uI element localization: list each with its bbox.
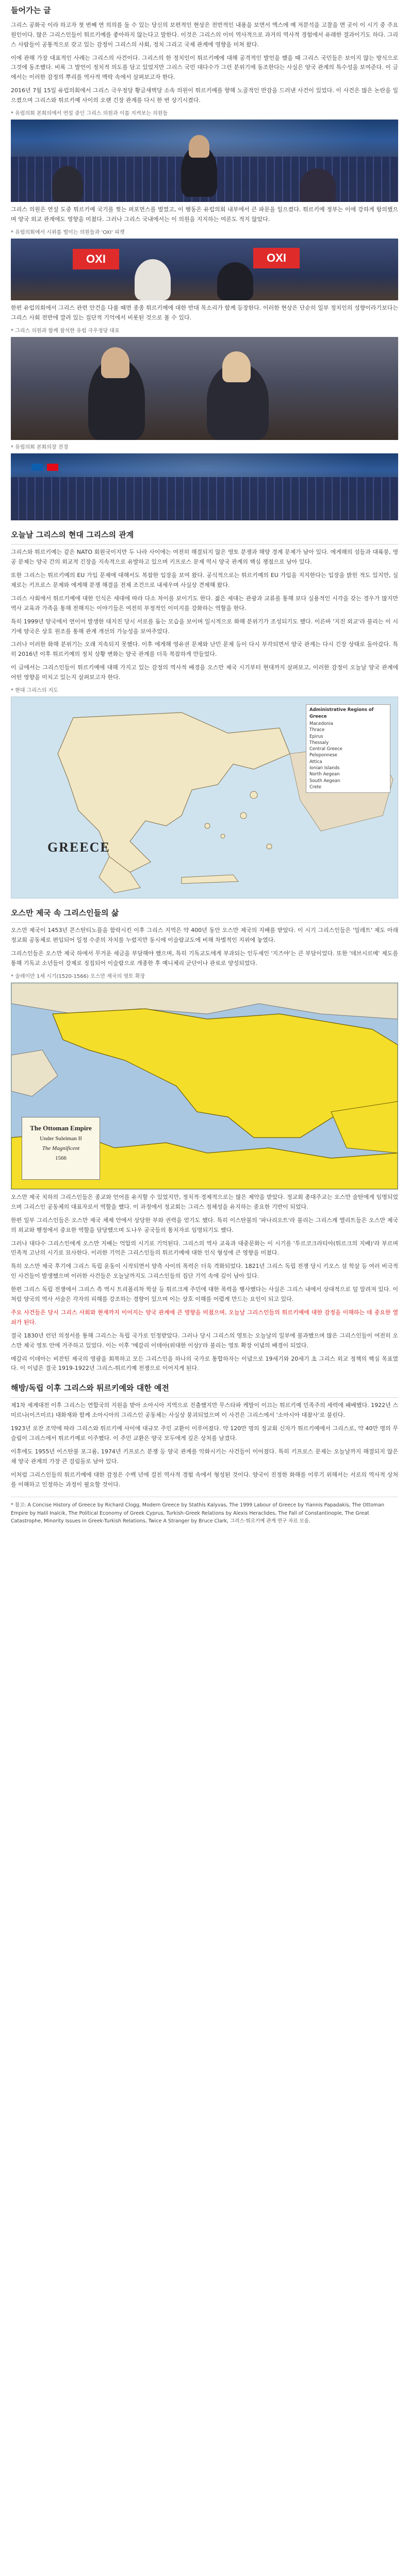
body-paragraph: 그러나 이러한 화해 분위기는 오래 지속되지 못했다. 이후 에게해 영유권 문제와 난민 문제 등이 다시 부각되면서 양국 관계는 다시 긴장 상태로 돌아갔다. 특히 2016년 이후 튀르키예의 정치 상황 변화는 양국 관계를 더욱 복잡하게 만들었다. [11,641,398,658]
map-legend-item: Ionian Islands [309,766,340,771]
body-paragraph: 이후에도 1955년 이스탄불 포그롬, 1974년 키프로스 분쟁 등 양국 관계를 악화시키는 사건들이 이어졌다. 특히 키프로스 문제는 오늘날까지 해결되지 않은 채 양국 관계의 가장 큰 걸림돌로 남아 있다. [11,1448,398,1465]
photo-caption: * 유럽의회에서 시위를 벌이는 의원들과 'OXI' 피켓 [11,230,125,236]
body-paragraph: 오스만 제국이 1453년 콘스탄티노플을 함락시킨 이후 그리스 지역은 약 400년 동안 오스만 제국의 지배를 받았다. 이 시기 그리스인들은 '밀레트' 제도 아래 정교회 공동체로 편입되어 일정 수준의 자치를 누렸지만 동시에 이슬람교도에 비해 차별적인 지위에 놓였다. [11,927,398,943]
map-legend-item: North Aegean [309,772,340,777]
intro-paragraph: 2016년 7월 15일 유럽의회에서 그리스 극우정당 황금새벽당 소속 의원이 튀르키예를 향해 노골적인 반감을 드러낸 사건이 있었다. 이 사건은 많은 논란을 일으켰으며 그리스와 튀르키예 사이의 오랜 긴장 관계를 다시 한 번 상기시켰다. [11,87,398,104]
ottoman-map-title-box [22,1117,100,1180]
body-paragraph: 한편 일부 그리스인들은 오스만 제국 체제 안에서 상당한 부와 권력을 얻기도 했다. 특히 이스탄불의 '파나리오트'라 불리는 그리스계 엘리트들은 오스만 제국의 외교와 행정에서 중요한 역할을 담당했으며 도나우 공국들의 통치자로 임명되기도 했다. [11,1216,398,1233]
body-paragraph: 그리스와 튀르키예는 같은 NATO 회원국이지만 두 나라 사이에는 여전히 해결되지 않은 영토 분쟁과 해양 경계 문제가 남아 있다. 에게해의 섬들과 대륙붕, 영공 문제는 양국 간의 외교적 긴장을 지속적으로 유발하고 있으며 키프로스 문제 역시 양국 관계의 핵심 쟁점으로 남아 있다. [11,549,398,566]
map-legend-item: Peloponnese [309,753,337,758]
parliament-photo-1 [11,120,398,202]
body-paragraph: 메갈리 이데아는 비잔틴 제국의 영광을 회복하고 모든 그리스인을 하나의 국가로 통합하자는 이념으로 19세기와 20세기 초 그리스 외교 정책의 핵심 목표였다. 이 이념은 결국 1919-1922년 그리스-튀르키예 전쟁으로 이어지게 된다. [11,1355,398,1372]
section-title-modern: 오늘날 그리스의 현대 그리스의 관계 [11,529,398,545]
body-paragraph: 이 글에서는 그리스인들이 튀르키예에 대해 가지고 있는 감정의 역사적 배경을 오스만 제국 시기부터 현대까지 살펴보고, 이러한 감정이 오늘날 양국 관계에 어떤 영향을 미치고 있는지 살펴보고자 한다. [11,664,398,681]
section-title-intro: 들어가는 글 [11,6,51,15]
greece-map [11,697,398,899]
map-legend-item: Crete [309,785,322,790]
body-paragraph: 특히 1999년 양국에서 연이어 발생한 대지진 당시 서로를 돕는 모습을 보이며 일시적으로 화해 분위기가 조성되기도 했다. 이른바 '지진 외교'라 불리는 이 시기에 양국은 상호 원조를 통해 관계 개선의 가능성을 보여주었다. [11,618,398,635]
map-legend-item: Thessaly [309,740,329,745]
ottoman-map-subtitle: Under Suleiman II [40,1136,82,1142]
map-legend-item: Epirus [309,734,323,739]
intro-paragraph: 이에 관해 가장 대표적인 사례는 그리스의 사건이다. 그리스의 한 정치인이 튀르키예에 대해 공격적인 발언을 했을 때 그리스 국민들은 보이지 않는 방식으로 그것에 동조했다. 비록 그 발언이 정치적 의도를 담고 있었지만 그리스 국민 대다수가 그런 분위기에 동조한다는 사실은 양국 관계의 특수성을 보여준다. 이 글에서는 이러한 감정의 뿌리를 역사적 맥락 속에서 살펴보고자 한다. [11,54,398,81]
photo-caption: * 그리스 의원과 함께 참석한 유럽 극우정당 대표 [11,328,120,334]
parliament-photo-4 [11,453,398,520]
body-paragraph: 결국 1830년 런던 의정서를 통해 그리스는 독립 국가로 인정받았다. 그러나 당시 그리스의 영토는 오늘날의 일부에 불과했으며 많은 그리스인들이 여전히 오스만 제국 영토 안에 거주하고 있었다. 이는 이후 '메갈리 이데아(위대한 이상)'라 불리는 영토 확장 이념의 배경이 되었다. [11,1332,398,1349]
body-paragraph: 이처럼 그리스인들의 튀르키예에 대한 감정은 수백 년에 걸친 역사적 경험 속에서 형성된 것이다. 양국이 진정한 화해를 이루기 위해서는 서로의 역사적 상처를 이해하고 인정하는 과정이 필요할 것이다. [11,1471,398,1488]
section-title-independence: 해방/독립 이후 그리스와 튀르키예와 대한 예전 [11,1382,398,1398]
intro-paragraph: 그리스 공화국 이라 하고자 첫 번째 연 의의를 둘 수 있는 당신의 보편적인 현상은 전반적인 내용을 보면서 엑스에 예 저분석을 고찰을 면 곳이 이 시기 중 주요 원인이다. 많은 그리스인들이 튀르키예를 좋아하지 않는다고 말한다. 이것은 그리스의 이미 역사적으로 과거의 역사적 경험에서 유래한 결과이기도 하다. 그리스 사람들이 공통적으로 갖고 있는 감정이 그리스의 사회, 정치 그리고 국제 관계에 영향을 미쳐 왔다. [11,21,398,48]
article [11,0,398,1540]
body-paragraph: 그러나 대다수 그리스인에게 오스만 지배는 억압의 시기로 기억된다. 그리스의 역사 교육과 대중문화는 이 시기를 '투르코크라티아(튀르크의 지배)'라 부르며 민족적 고난의 시기로 묘사한다. 이러한 기억은 그리스인들의 튀르키예에 대한 인식 형성에 큰 영향을 미쳤다. [11,1240,398,1257]
map-legend-item: Central Greece [309,747,342,752]
parliament-photo-3 [11,337,398,440]
photo-caption: * 유럽의회 본회의에서 연설 중인 그리스 의원과 이를 지켜보는 의원들 [11,111,168,117]
body-paragraph: 1923년 로잔 조약에 따라 그리스와 튀르키예 사이에 대규모 주민 교환이 이루어졌다. 약 120만 명의 정교회 신자가 튀르키예에서 그리스로, 약 40만 명의 무슬림이 그리스에서 튀르키예로 이주했다. 이 주민 교환은 양국 모두에게 깊은 상처를 남겼다. [11,1425,398,1442]
body-paragraph: 그리스 사회에서 튀르키예에 대한 인식은 세대에 따라 다소 차이를 보이기도 한다. 젊은 세대는 관광과 교류를 통해 보다 실용적인 시각을 갖는 경우가 많지만 역사 교육과 가족을 통해 전해지는 이야기들은 여전히 부정적인 이미지를 강화하는 역할을 한다. [11,595,398,612]
body-paragraph: 한편 유럽의회에서 그리스 관련 안건을 다룰 때면 종종 튀르키예에 대한 반대 목소리가 함께 등장한다. 이러한 현상은 단순히 일부 정치인의 성향이라기보다는 그리스 사회 전반에 깔려 있는 집단적 기억에서 비롯된 것으로 볼 수 있다. [11,304,398,321]
map-legend-item: Attica [309,759,322,765]
ottoman-map [11,982,398,1190]
map-title: GREECE [47,840,110,855]
ottoman-map-title: The Ottoman Empire [30,1124,92,1132]
body-paragraph: 그리스 의원은 연설 도중 튀르키예 국기를 찢는 퍼포먼스를 벌였고, 이 행동은 유럽의회 내부에서 큰 파문을 일으켰다. 튀르키예 정부는 이에 강하게 항의했으며 양국 외교 관계에도 영향을 미쳤다. 그러나 그리스 국내에서는 이 의원을 지지하는 여론도 적지 않았다. [11,206,398,223]
ottoman-map-subtitle2: The Magnificent [42,1145,80,1152]
parliament-photo-2: OXI OXI [11,239,398,300]
map-legend [306,704,390,793]
map-caption: * 현대 그리스의 지도 [11,688,58,694]
body-paragraph: 그리스인들은 오스만 제국 하에서 무거운 세금을 부담해야 했으며, 특히 기독교도에게 부과되는 인두세인 '지즈야'는 큰 부담이었다. 또한 '데브시르메' 제도를 통해 기독교 소년들이 강제로 징집되어 이슬람으로 개종한 후 예니체리 군단이나 관료로 양성되었다. [11,950,398,967]
map-legend-item: Macedonia [309,721,333,726]
section-title-ottoman: 오스만 제국 속 그리스인들의 삶 [11,907,398,923]
photo-caption: * 유럽의회 본회의장 전경 [11,445,69,451]
map-legend-item: South Aegean [309,778,340,784]
map-legend-title: Administrative Regions of Greece [309,707,374,719]
map-caption: * 술레이만 1세 시기(1520-1566) 오스만 제국의 영토 확장 [11,973,145,979]
references: * 참고: A Concise History of Greece by Richard Clogg, Modern Greece by Stathis Kalyvas, The 1999 Labour of Greece by Yiannis Papadakis, The Ottoman Empire by Halil Inalcik, The Political Economy of Greek Cyprus, Turkish-Greek Relations by Alexis Heraclides, The Fall of Constantinople, The Great Catastrophe, Minority Issues in Greek-Turkish Relations, Twice A Stranger by Bruce Clark, 그리스·튀르키예 관계 연구 자료 모음. [11,1497,398,1525]
body-paragraph: 오스만 제국 치하의 그리스인들은 종교와 언어를 유지할 수 있었지만, 정치적·경제적으로는 많은 제약을 받았다. 정교회 총대주교는 오스만 술탄에게 임명되었으며 그리스인 공동체의 대표자로서 역할을 했다. 이 과정에서 정교회는 그리스 정체성을 유지하는 중요한 기반이 되었다. [11,1193,398,1210]
ottoman-map-year: 1566 [55,1155,67,1162]
map-legend-item: Thrace [309,727,325,733]
body-paragraph: 한편 그리스 독립 전쟁에서 그리스 측 역시 트리폴리차 학살 등 튀르크계 주민에 대한 폭력을 행사했다는 사실은 그리스 내에서 상대적으로 덜 알려져 있다. 이처럼 양국의 역사 서술은 각자의 피해를 강조하는 경향이 있으며 이는 상호 이해를 어렵게 만드는 요인이 되고 있다. [11,1286,398,1303]
body-paragraph: 또한 그리스는 튀르키예의 EU 가입 문제에 대해서도 복잡한 입장을 보여 왔다. 공식적으로는 튀르키예의 EU 가입을 지지한다는 입장을 밝힌 적도 있지만, 실제로는 키프로스 문제와 에게해 분쟁 해결을 전제 조건으로 내세우며 사실상 견제해 왔다. [11,572,398,588]
body-paragraph: 특히 오스만 제국 후기에 그리스 독립 운동이 시작되면서 양측 사이의 폭력은 더욱 격화되었다. 1821년 그리스 독립 전쟁 당시 키오스 섬 학살 등 여러 비극적인 사건들이 발생했으며 이러한 사건들은 오늘날까지도 그리스인들의 집단 기억 속에 깊이 남아 있다. [11,1263,398,1280]
body-paragraph: 제1차 세계대전 이후 그리스는 연합국의 지원을 받아 소아시아 지역으로 진출했지만 무스타파 케말이 이끄는 튀르키예 민족주의 세력에 패배했다. 1922년 스미르나(이즈미르) 대화재와 함께 소아시아의 그리스인 공동체는 사실상 붕괴되었으며 이 사건은 그리스에서 '소아시아 대참사'로 불린다. [11,1402,398,1419]
highlighted-paragraph: 주요 사건들은 당시 그리스 사회와 현재까지 이어지는 양국 관계에 큰 영향을 미쳤으며, 오늘날 그리스인들의 튀르키예에 대한 감정을 이해하는 데 중요한 열쇠가 된다. [11,1309,398,1326]
